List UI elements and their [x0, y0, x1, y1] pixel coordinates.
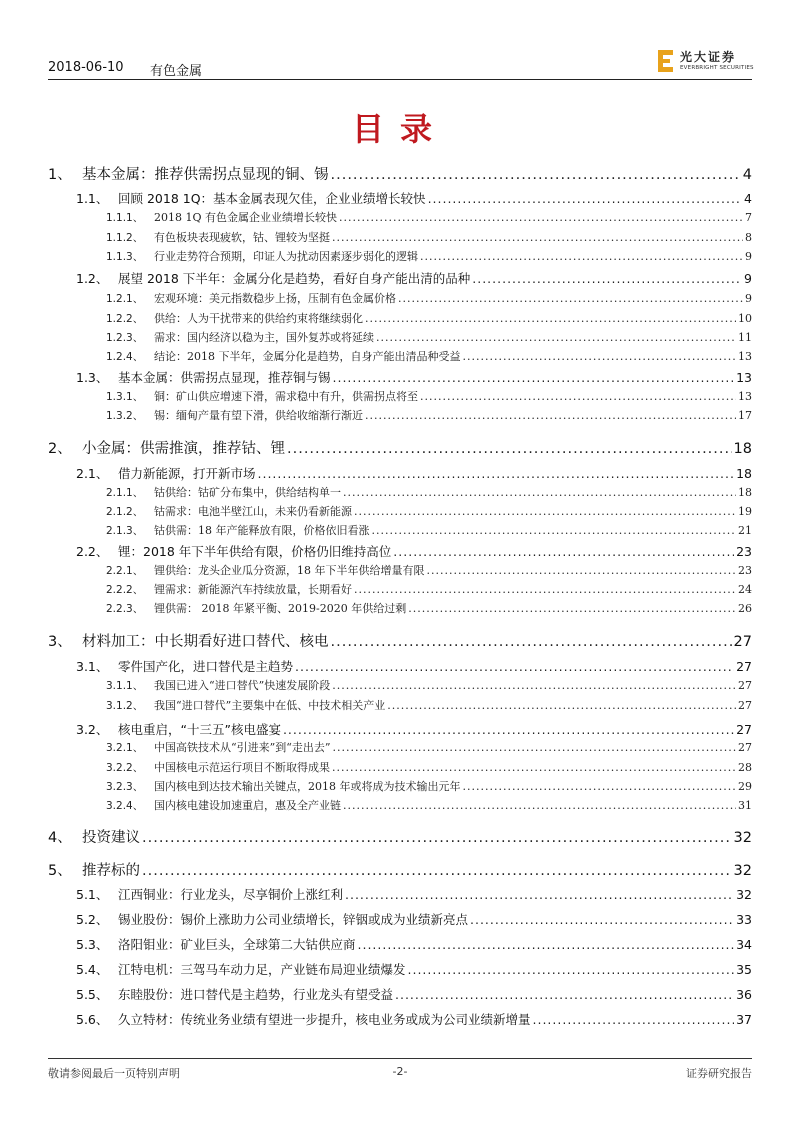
toc-entry-title: 投资建议	[82, 830, 140, 846]
toc-dot-leader	[339, 211, 743, 224]
toc-entry-page: 9	[744, 271, 752, 286]
toc-entry-page: 36	[736, 987, 752, 1002]
toc-dot-leader	[345, 887, 734, 902]
toc-dot-leader	[372, 524, 737, 537]
toc-entry-page: 8	[745, 231, 752, 244]
toc-entry-title: 锂供需： 2018 年紧平衡、2019-2020 年供给过剩	[154, 602, 407, 615]
toc-entry-number: 3.1.1、	[106, 680, 144, 692]
toc-entry-number: 1.1.2、	[106, 232, 144, 244]
toc-entry-level-3[interactable]	[48, 797, 752, 813]
toc-entry-level-3[interactable]	[48, 484, 752, 500]
toc-entry-number: 1.3.1、	[106, 391, 144, 403]
toc-entry-level-3[interactable]	[48, 290, 752, 306]
report-date: 2018-06-10	[48, 60, 124, 75]
toc-entry-level-1[interactable]	[48, 437, 752, 458]
toc-entry-level-2[interactable]	[48, 189, 752, 207]
page-footer	[48, 1058, 752, 1080]
toc-entry-title: 钴供需：18 年产能释放有限，价格依旧看涨	[154, 524, 370, 537]
toc-entry-page: 32	[733, 830, 752, 846]
toc-entry-title: 锡：缅甸产量有望下滑，供给收缩渐行渐近	[154, 409, 363, 422]
toc-entry-number: 1.2、	[76, 271, 109, 286]
toc-dot-leader	[420, 390, 736, 403]
toc-entry-number: 5.6、	[76, 1012, 109, 1027]
toc-entry-level-2[interactable]	[48, 910, 752, 928]
toc-entry-level-3[interactable]	[48, 348, 752, 364]
page-number: -2-	[392, 1065, 408, 1078]
brand-logo	[656, 46, 752, 78]
toc-entry-page: 27	[736, 659, 752, 674]
toc-entry-page: 18	[738, 486, 752, 499]
toc-entry-page: 10	[738, 312, 752, 325]
toc-entry-level-2[interactable]	[48, 1010, 752, 1028]
toc-dot-leader	[354, 583, 736, 596]
toc-entry-page: 18	[736, 466, 752, 481]
toc-entry-title: 江特电机：三驾马车动力足，产业链布局迎业绩爆发	[118, 962, 406, 977]
toc-entry-number: 5.2、	[76, 912, 109, 927]
toc-dot-leader	[395, 987, 734, 1002]
everbright-logo-icon	[656, 48, 676, 74]
toc-dot-leader	[343, 486, 736, 499]
toc-entry-page: 23	[738, 564, 752, 577]
toc-entry-number: 3.1、	[76, 659, 109, 674]
toc-entry-number: 3.2.3、	[106, 781, 144, 793]
toc-dot-leader	[470, 912, 734, 927]
toc-dot-leader	[428, 191, 742, 206]
logo-text-en: EVERBRIGHT SECURITIES	[680, 65, 754, 71]
toc-entry-page: 24	[738, 583, 752, 596]
toc-entry-level-2[interactable]	[48, 464, 752, 482]
toc-entry-title: 锂供给：龙头企业瓜分资源，18 年下半年供给增量有限	[154, 564, 425, 577]
toc-entry-number: 2.1.3、	[106, 525, 144, 537]
toc-dot-leader	[472, 271, 742, 286]
toc-entry-number: 1.3.2、	[106, 410, 144, 422]
toc-entry-title: 材料加工：中长期看好进口替代、核电	[82, 634, 329, 650]
toc-entry-number: 5、	[48, 863, 72, 879]
toc-entry-page: 19	[738, 505, 752, 518]
toc-entry-title: 锡业股份：锡价上涨助力公司业绩增长，锌铟或成为业绩新亮点	[118, 912, 469, 927]
toc-entry-title: 结论：2018 下半年，金属分化是趋势，自身产能出清品种受益	[154, 350, 461, 363]
toc-dot-leader	[463, 350, 737, 363]
toc-dot-leader	[365, 409, 736, 422]
disclaimer-note: 敬请参阅最后一页特别声明	[48, 1067, 180, 1080]
toc-dot-leader	[331, 167, 741, 183]
toc-entry-title: 铜：矿山供应增速下滑，需求稳中有升，供需拐点将至	[154, 390, 418, 403]
toc-entry-title: 洛阳钼业：矿业巨头，全球第二大钴供应商	[118, 937, 356, 952]
toc-entry-title: 借力新能源，打开新市场	[118, 466, 256, 481]
toc-entry-title: 中国高铁技术从“引进来”到“走出去”	[154, 741, 331, 754]
industry-label: 有色金属	[150, 64, 203, 79]
toc-entry-number: 1.2.1、	[106, 293, 144, 305]
toc-entry-level-2[interactable]	[48, 269, 752, 287]
toc-entry-page: 21	[738, 524, 752, 537]
toc-entry-level-3[interactable]	[48, 759, 752, 775]
toc-entry-number: 3、	[48, 634, 72, 650]
toc-entry-level-2[interactable]	[48, 720, 752, 738]
toc-entry-level-3[interactable]	[48, 329, 752, 345]
toc-entry-page: 4	[742, 167, 752, 183]
toc-dot-leader	[142, 830, 732, 846]
toc-entry-level-2[interactable]	[48, 935, 752, 953]
toc-dot-leader	[333, 370, 735, 385]
toc-dot-leader	[258, 466, 735, 481]
toc-entry-page: 18	[733, 441, 752, 457]
toc-entry-number: 5.3、	[76, 937, 109, 952]
toc-entry-level-3[interactable]	[48, 697, 752, 713]
toc-entry-title: 中国核电示范运行项目不断取得成果	[154, 761, 330, 774]
toc-entry-title: 国内核电到达技术输出关键点，2018 年或将成为技术输出元年	[154, 780, 461, 793]
toc-entry-page: 29	[738, 780, 752, 793]
toc-dot-leader	[533, 1012, 735, 1027]
toc-entry-page: 17	[738, 409, 752, 422]
toc-entry-level-2[interactable]	[48, 885, 752, 903]
toc-entry-number: 2.1.1、	[106, 487, 144, 499]
toc-entry-title: 锂：2018 年下半年供给有限，价格仍旧维持高位	[118, 544, 392, 559]
toc-entry-page: 35	[736, 962, 752, 977]
toc-entry-number: 3.1.2、	[106, 700, 144, 712]
toc-entry-number: 1.2.2、	[106, 313, 144, 325]
toc-entry-number: 5.4、	[76, 962, 109, 977]
toc-entry-page: 7	[745, 211, 752, 224]
toc-entry-page: 27	[738, 699, 752, 712]
toc-entry-number: 5.1、	[76, 887, 109, 902]
toc-entry-title: 需求：国内经济以稳为主，国外复苏或将延续	[154, 331, 374, 344]
toc-entry-number: 2.2.1、	[106, 565, 144, 577]
toc-dot-leader	[287, 441, 732, 457]
toc-entry-level-3[interactable]	[48, 503, 752, 519]
toc-entry-number: 5.5、	[76, 987, 109, 1002]
toc-entry-number: 2.2.3、	[106, 603, 144, 615]
toc-entry-page: 13	[738, 350, 752, 363]
toc-entry-level-3[interactable]	[48, 522, 752, 538]
toc-entry-page: 4	[744, 191, 752, 206]
toc-entry-level-1[interactable]	[48, 859, 752, 880]
toc-dot-leader	[332, 231, 743, 244]
toc-entry-number: 2.2、	[76, 544, 109, 559]
header-rule	[48, 79, 752, 80]
page-title: 目录	[351, 110, 448, 148]
toc-entry-number: 2、	[48, 441, 72, 457]
toc-entry-title: 我国已进入“进口替代”快速发展阶段	[154, 679, 331, 692]
toc-entry-number: 2.1、	[76, 466, 109, 481]
toc-entry-title: 我国“进口替代”主要集中在低、中技术相关产业	[154, 699, 386, 712]
toc-entry-page: 31	[738, 799, 752, 812]
toc-entry-page: 23	[736, 544, 752, 559]
page-header	[48, 52, 752, 80]
report-type: 证券研究报告	[686, 1067, 752, 1080]
toc-entry-title: 展望 2018 下半年：金属分化是趋势，看好自身产能出清的品种	[118, 271, 471, 286]
toc-entry-page: 27	[738, 741, 752, 754]
toc-dot-leader	[420, 250, 743, 263]
toc-entry-level-3[interactable]	[48, 310, 752, 326]
toc-entry-level-2[interactable]	[48, 960, 752, 978]
toc-entry-number: 3.2、	[76, 722, 109, 737]
toc-entry-number: 1.2.4、	[106, 351, 144, 363]
toc-entry-page: 13	[738, 390, 752, 403]
toc-entry-number: 1、	[48, 167, 72, 183]
toc-entry-page: 32	[733, 863, 752, 879]
toc-entry-title: 久立特材：传统业务业绩有望进一步提升，核电业务或成为公司业绩新增量	[118, 1012, 531, 1027]
toc-dot-leader	[408, 602, 736, 615]
toc-entry-level-3[interactable]	[48, 248, 752, 264]
toc-entry-page: 26	[738, 602, 752, 615]
toc-entry-level-3[interactable]	[48, 229, 752, 245]
toc-entry-number: 2.1.2、	[106, 506, 144, 518]
toc-dot-leader	[365, 312, 736, 325]
toc-entry-title: 推荐标的	[82, 863, 140, 879]
toc-entry-level-1[interactable]	[48, 630, 752, 651]
toc-entry-number: 1.1.1、	[106, 212, 144, 224]
toc-entry-level-3[interactable]	[48, 581, 752, 597]
toc-dot-leader	[354, 505, 736, 518]
toc-entry-title: 钴需求：电池半壁江山，未来仍看新能源	[154, 505, 352, 518]
logo-text-cn: 光大证券	[680, 50, 737, 64]
toc-entry-title: 核电重启，“十三五”核电盛宴	[118, 722, 281, 737]
toc-entry-level-3[interactable]	[48, 778, 752, 794]
toc-entry-title: 宏观环境：美元指数稳步上扬，压制有色金属价格	[154, 292, 396, 305]
toc-dot-leader	[393, 544, 734, 559]
toc-entry-level-1[interactable]	[48, 826, 752, 847]
toc-entry-number: 3.2.4、	[106, 800, 144, 812]
toc-dot-leader	[331, 634, 732, 650]
toc-entry-level-3[interactable]	[48, 677, 752, 693]
toc-entry-number: 1.2.3、	[106, 332, 144, 344]
toc-dot-leader	[387, 699, 736, 712]
toc-entry-title: 供给：人为干扰带来的供给约束将继续弱化	[154, 312, 363, 325]
toc-entry-page: 32	[736, 887, 752, 902]
toc-entry-page: 28	[738, 761, 752, 774]
toc-entry-title: 国内核电建设加速重启，惠及全产业链	[154, 799, 341, 812]
toc-entry-number: 4、	[48, 830, 72, 846]
toc-dot-leader	[427, 564, 737, 577]
toc-entry-number: 1.1、	[76, 191, 109, 206]
toc-entry-level-2[interactable]	[48, 542, 752, 560]
toc-entry-level-1[interactable]	[48, 163, 752, 184]
toc-entry-level-3[interactable]	[48, 388, 752, 404]
toc-dot-leader	[408, 962, 735, 977]
toc-dot-leader	[398, 292, 743, 305]
toc-entry-title: 2018 1Q 有色金属企业业绩增长较快	[154, 211, 338, 224]
toc-entry-page: 27	[738, 679, 752, 692]
toc-dot-leader	[295, 659, 734, 674]
toc-entry-number: 3.2.2、	[106, 762, 144, 774]
toc-entry-page: 33	[736, 912, 752, 927]
toc-entry-number: 1.1.3、	[106, 251, 144, 263]
toc-entry-title: 回顾 2018 1Q：基本金属表现欠佳，企业业绩增长较快	[118, 191, 426, 206]
toc-dot-leader	[343, 799, 736, 812]
toc-entry-title: 基本金属：推荐供需拐点显现的铜、锡	[82, 167, 329, 183]
toc-entry-page: 37	[736, 1012, 752, 1027]
toc-entry-page: 13	[736, 370, 752, 385]
toc-entry-title: 行业走势符合预期，印证人为扰动因素逐步弱化的逻辑	[154, 250, 418, 263]
toc-dot-leader	[333, 741, 737, 754]
toc-entry-page: 9	[745, 250, 752, 263]
toc-entry-title: 锂需求：新能源汽车持续放量，长期看好	[154, 583, 352, 596]
toc-entry-page: 27	[733, 634, 752, 650]
toc-entry-title: 基本金属：供需拐点显现，推荐铜与锡	[118, 370, 331, 385]
toc-entry-level-2[interactable]	[48, 985, 752, 1003]
toc-entry-level-3[interactable]	[48, 562, 752, 578]
toc-entry-number: 2.2.2、	[106, 584, 144, 596]
toc-dot-leader	[142, 863, 732, 879]
toc-dot-leader	[283, 722, 734, 737]
toc-dot-leader	[358, 937, 735, 952]
toc-entry-level-3[interactable]	[48, 600, 752, 616]
toc-dot-leader	[376, 331, 736, 344]
toc-entry-title: 小金属：供需推演，推荐钴、锂	[82, 441, 285, 457]
toc-dot-leader	[332, 761, 736, 774]
toc-entry-title: 钴供给：钴矿分布集中，供给结构单一	[154, 486, 341, 499]
toc-entry-level-2[interactable]	[48, 368, 752, 386]
toc-entry-level-3[interactable]	[48, 407, 752, 423]
toc-dot-leader	[463, 780, 737, 793]
toc-entry-title: 有色板块表现疲软，钴、锂较为坚挺	[154, 231, 330, 244]
toc-entry-title: 江西铜业：行业龙头，尽享铜价上涨红利	[118, 887, 344, 902]
toc-entry-title: 零件国产化，进口替代是主趋势	[118, 659, 294, 674]
toc-entry-page: 34	[736, 937, 752, 952]
toc-entry-number: 1.3、	[76, 370, 109, 385]
toc-entry-level-3[interactable]	[48, 209, 752, 225]
toc-entry-level-3[interactable]	[48, 739, 752, 755]
toc-entry-title: 东睦股份：进口替代是主趋势，行业龙头有望受益	[118, 987, 394, 1002]
toc-dot-leader	[332, 679, 736, 692]
toc-entry-level-2[interactable]	[48, 657, 752, 675]
toc-entry-page: 27	[736, 722, 752, 737]
toc-entry-page: 11	[738, 331, 752, 344]
toc-entry-page: 9	[745, 292, 752, 305]
toc-entry-number: 3.2.1、	[106, 742, 144, 754]
